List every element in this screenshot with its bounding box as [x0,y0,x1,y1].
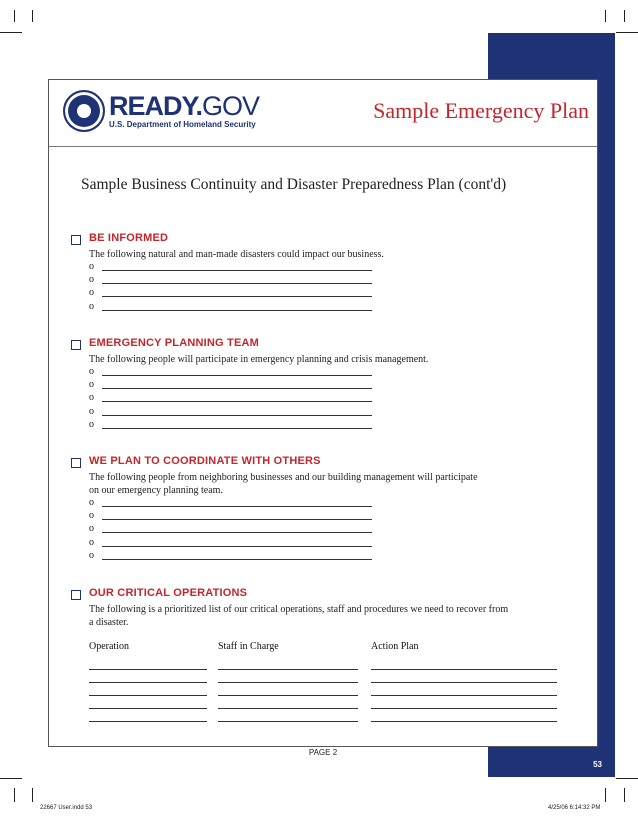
blank-list-item[interactable] [89,287,571,300]
crop-mark [616,778,638,779]
slug-left: 22667 User.indd 53 [40,805,93,811]
crop-mark [14,788,15,802]
blank-list-item[interactable] [89,406,571,419]
bullet-marker: o [89,366,94,377]
section-be-informed [71,232,571,314]
fill-in-line[interactable] [102,506,372,507]
table-row [89,674,571,687]
fill-in-cell[interactable] [218,669,358,670]
operations-table-header [89,641,571,661]
fill-in-cell[interactable] [89,669,207,670]
blank-list [89,366,571,432]
brand-thin: GOV [202,91,260,121]
bullet-marker: o [89,536,94,548]
fill-in-cell[interactable] [218,708,358,709]
blank-list-item[interactable] [89,497,571,510]
crop-mark [624,10,625,22]
blank-list-item[interactable] [89,550,571,563]
section-title: WE PLAN TO COORDINATE WITH OTHERS [89,455,321,467]
brand-bold: READY. [109,91,203,121]
bullet-marker: o [89,287,94,299]
fill-in-cell[interactable] [371,669,557,670]
page-subtitle: Sample Business Continuity and Disaster Preparedness Plan (cont'd) [81,176,507,193]
blank-list-item[interactable] [89,274,571,287]
section-title: OUR CRITICAL OPERATIONS [89,587,248,599]
crop-mark [624,788,625,802]
crop-mark [14,10,15,22]
fill-in-cell[interactable] [89,695,207,696]
fill-in-cell[interactable] [218,721,358,722]
fill-in-line[interactable] [102,388,372,389]
bullet-marker: o [89,392,94,404]
blank-list-item[interactable] [89,537,571,550]
fill-in-cell[interactable] [89,708,207,709]
bullet-marker: o [89,405,94,417]
fill-in-line[interactable] [102,375,372,376]
fill-in-line[interactable] [102,401,372,402]
fill-in-cell[interactable] [89,721,207,722]
section-emergency-planning-team [71,337,571,432]
table-row [89,713,571,726]
fill-in-cell[interactable] [371,721,557,722]
bullet-marker: o [89,300,94,312]
document-title: Sample Emergency Plan [373,98,589,123]
fill-in-cell[interactable] [218,695,358,696]
column-operation: Operation [89,641,129,652]
fill-in-line[interactable] [102,310,372,311]
bullet-marker: o [89,379,94,391]
fill-in-line[interactable] [102,519,372,520]
operations-table-rows [71,661,571,726]
dhs-seal-icon [63,90,105,132]
page-number: 53 [593,760,602,769]
bullet-marker: o [89,418,94,430]
table-row [89,687,571,700]
fill-in-cell[interactable] [371,682,557,683]
bullet-marker: o [89,523,94,535]
crop-mark [32,788,33,802]
blank-list-item[interactable] [89,261,571,274]
bullet-marker: o [89,274,94,286]
section-critical-operations [71,587,571,726]
fill-in-cell[interactable] [371,695,557,696]
blank-list-item[interactable] [89,419,571,432]
section-description: The following is a prioritized list of our critical operations, staff and procedures we need to recover from a disaster. [89,604,509,628]
section-coordinate-with-others [71,455,571,563]
bullet-marker: o [89,497,94,508]
section-description: The following natural and man-made disasters could impact our business. [89,249,384,260]
slug-right: 4/25/06 6:14:32 PM [548,805,601,811]
header-divider [49,146,597,147]
column-staff-in-charge: Staff in Charge [218,641,279,652]
section-title: BE INFORMED [89,232,169,244]
crop-mark [616,32,638,33]
blank-list-item[interactable] [89,510,571,523]
section-checkbox[interactable] [71,235,81,245]
brand-subtitle: U.S. Department of Homeland Security [109,120,256,129]
fill-in-cell[interactable] [218,682,358,683]
blank-list-item[interactable] [89,301,571,314]
crop-mark [32,10,33,22]
fill-in-line[interactable] [102,283,372,284]
bullet-marker: o [89,510,94,522]
crop-mark [605,788,606,802]
fill-in-line[interactable] [102,559,372,560]
section-title: EMERGENCY PLANNING TEAM [89,337,260,349]
blank-list-item[interactable] [89,379,571,392]
fill-in-line[interactable] [102,546,372,547]
bullet-marker: o [89,261,94,272]
fill-in-line[interactable] [102,532,372,533]
section-description: The following people from neighboring businesses and our building management will participate on our emergency planning team. [89,472,478,496]
section-checkbox[interactable] [71,590,81,600]
plan-page [48,79,598,757]
crop-mark [0,32,22,33]
bullet-marker: o [89,549,94,561]
fill-in-cell[interactable] [89,682,207,683]
blank-list-item[interactable] [89,392,571,405]
blank-list [89,261,571,314]
section-checkbox[interactable] [71,340,81,350]
table-row [89,661,571,674]
section-description: The following people will participate in emergency planning and crisis management. [89,354,429,365]
fill-in-line[interactable] [102,415,372,416]
fill-in-line[interactable] [102,296,372,297]
crop-mark [605,10,606,22]
fill-in-cell[interactable] [371,708,557,709]
ready-gov-logo [109,92,259,129]
blank-list-item[interactable] [89,366,571,379]
column-action-plan: Action Plan [371,641,419,652]
page-label: PAGE 2 [308,748,338,757]
blank-list [89,497,571,563]
blank-list-item[interactable] [89,523,571,536]
fill-in-line[interactable] [102,270,372,271]
section-checkbox[interactable] [71,458,81,468]
fill-in-line[interactable] [102,428,372,429]
crop-mark [0,778,22,779]
table-row [89,700,571,713]
